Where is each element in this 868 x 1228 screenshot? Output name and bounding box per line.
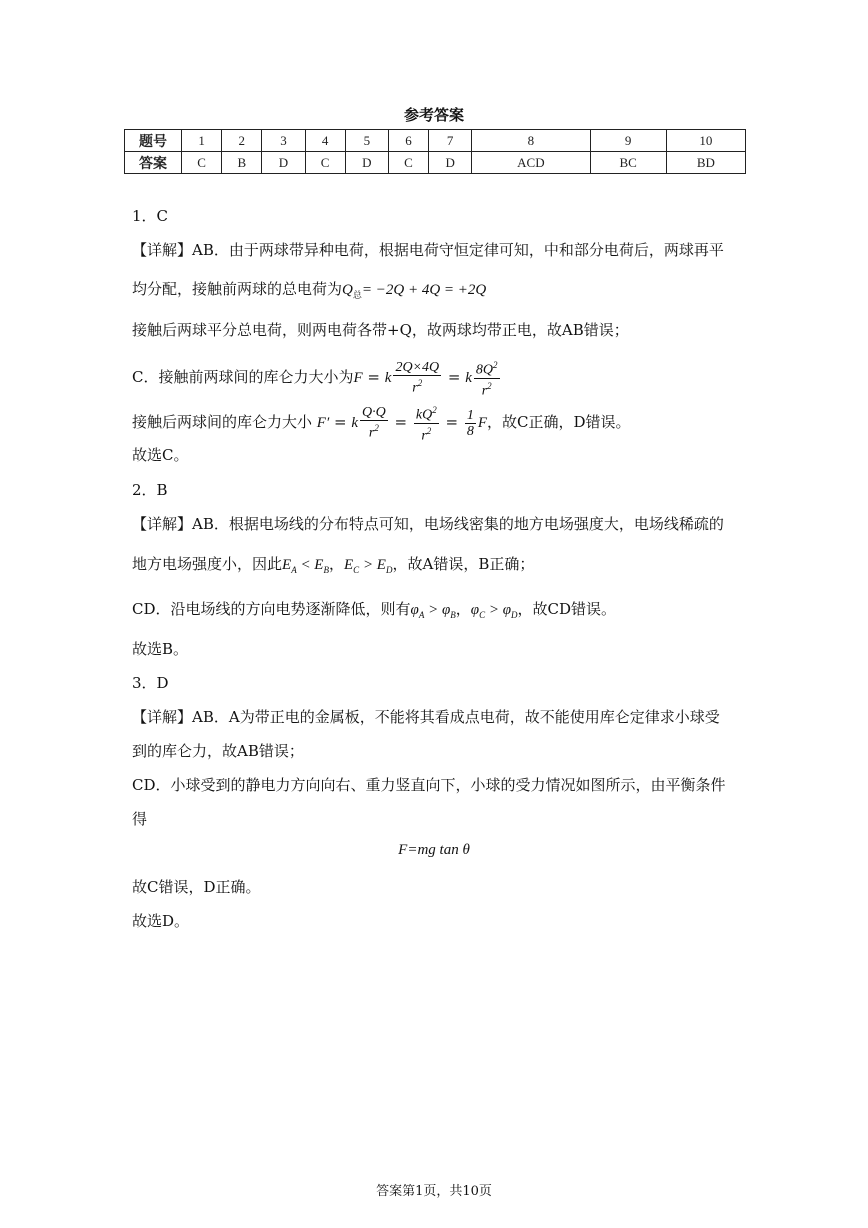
table-cell: 1 bbox=[182, 130, 222, 152]
answer-table bbox=[124, 129, 746, 174]
table-cell: C bbox=[182, 152, 222, 174]
q2-conclusion: 故选B。 bbox=[132, 640, 189, 658]
page-title: 参考答案 bbox=[403, 106, 464, 124]
q1-total-charge-formula: = −2Q + 4Q = +2Q bbox=[361, 282, 487, 298]
table-cell: 4 bbox=[305, 130, 345, 152]
table-row-label: 答案 bbox=[125, 152, 182, 174]
q3-line2: 到的库仑力，故AB错误； bbox=[132, 742, 304, 760]
table-row-answers bbox=[125, 152, 746, 174]
q2-heading: 2．B bbox=[132, 481, 168, 499]
q1-line5: 接触后两球间的库仑力大小 F′ = k $\frac{Q\cdot Q}{r^2}$ = $\frac{kQ^2}{r^2}$ = $\frac{1}{8}$ F，故C正确，D错误。 bbox=[132, 405, 631, 444]
fraction: $\frac{Q\cdot Q}{r^2}$ bbox=[362, 405, 386, 441]
q3-line1: 【详解】AB．A为带正电的金属板，不能将其看成点电荷，故不能使用库仑定律求小球受 bbox=[132, 708, 720, 726]
q3-conclusion: 故选D。 bbox=[132, 912, 190, 930]
table-cell: 3 bbox=[262, 130, 305, 152]
q3-heading: 3．D bbox=[132, 674, 169, 692]
table-cell: D bbox=[429, 152, 472, 174]
table-cell: 6 bbox=[388, 130, 428, 152]
table-cell: BC bbox=[590, 152, 666, 174]
q3-line5: 故C错误，D正确。 bbox=[132, 878, 261, 896]
q2-line2: 地方电场强度小，因此$E_A < E_B$，$E_C > E_D$，故A错误，B正确； bbox=[132, 555, 535, 575]
table-cell: BD bbox=[666, 152, 745, 174]
q3-line3: CD．小球受到的静电力方向向右、重力竖直向下，小球的受力情况如图所示，由平衡条件 bbox=[132, 776, 726, 794]
fraction: $\frac{8Q^2}{r^2}$ bbox=[475, 360, 498, 399]
q1-line4: C．接触前两球间的库仑力大小为F = k $\frac{2Q\times 4Q}{r^2}$ = k $\frac{8Q^2}{r^2}$ bbox=[132, 360, 498, 399]
q1-line2: 均分配，接触前两球的总电荷为$Q_总= -2Q + 4Q = +2Q$ bbox=[132, 280, 487, 301]
table-cell: 5 bbox=[345, 130, 388, 152]
table-cell: D bbox=[262, 152, 305, 174]
table-cell: C bbox=[388, 152, 428, 174]
table-cell: D bbox=[345, 152, 388, 174]
table-cell: 2 bbox=[222, 130, 262, 152]
q1-conclusion: 故选C。 bbox=[132, 446, 189, 464]
q1-line1: 【详解】AB．由于两球带异种电荷，根据电荷守恒定律可知，中和部分电荷后，两球再平 bbox=[132, 241, 724, 259]
fraction: $\frac{2Q\times 4Q}{r^2}$ bbox=[395, 360, 440, 396]
table-row-label: 题号 bbox=[125, 130, 182, 152]
fraction: $\frac{1}{8}$ bbox=[466, 407, 474, 439]
q3-line4: 得 bbox=[132, 810, 148, 828]
table-cell: 7 bbox=[429, 130, 472, 152]
fraction: $\frac{kQ^2}{r^2}$ bbox=[415, 405, 437, 444]
table-cell: B bbox=[222, 152, 262, 174]
table-cell: 9 bbox=[590, 130, 666, 152]
table-cell: 10 bbox=[666, 130, 745, 152]
q1-heading: 1．C bbox=[132, 207, 169, 225]
page-footer: 答案第1页，共10页 bbox=[376, 1184, 492, 1199]
table-row-numbers bbox=[125, 130, 746, 152]
table-cell: ACD bbox=[472, 152, 590, 174]
q2-line1: 【详解】AB．根据电场线的分布特点可知，电场线密集的地方电场强度大，电场线稀疏的 bbox=[132, 515, 724, 533]
q1-line3: 接触后两球平分总电荷，则两电荷各带+Q，故两球均带正电，故AB错误； bbox=[132, 321, 629, 339]
q3-formula: F=mg tan θ bbox=[398, 842, 470, 858]
q2-line3: CD．沿电场线的方向电势逐渐降低，则有$\varphi_A > \varphi_B$，$\varphi_C > \varphi_D$，故CD错误。 bbox=[132, 600, 617, 620]
table-cell: C bbox=[305, 152, 345, 174]
table-cell: 8 bbox=[472, 130, 590, 152]
